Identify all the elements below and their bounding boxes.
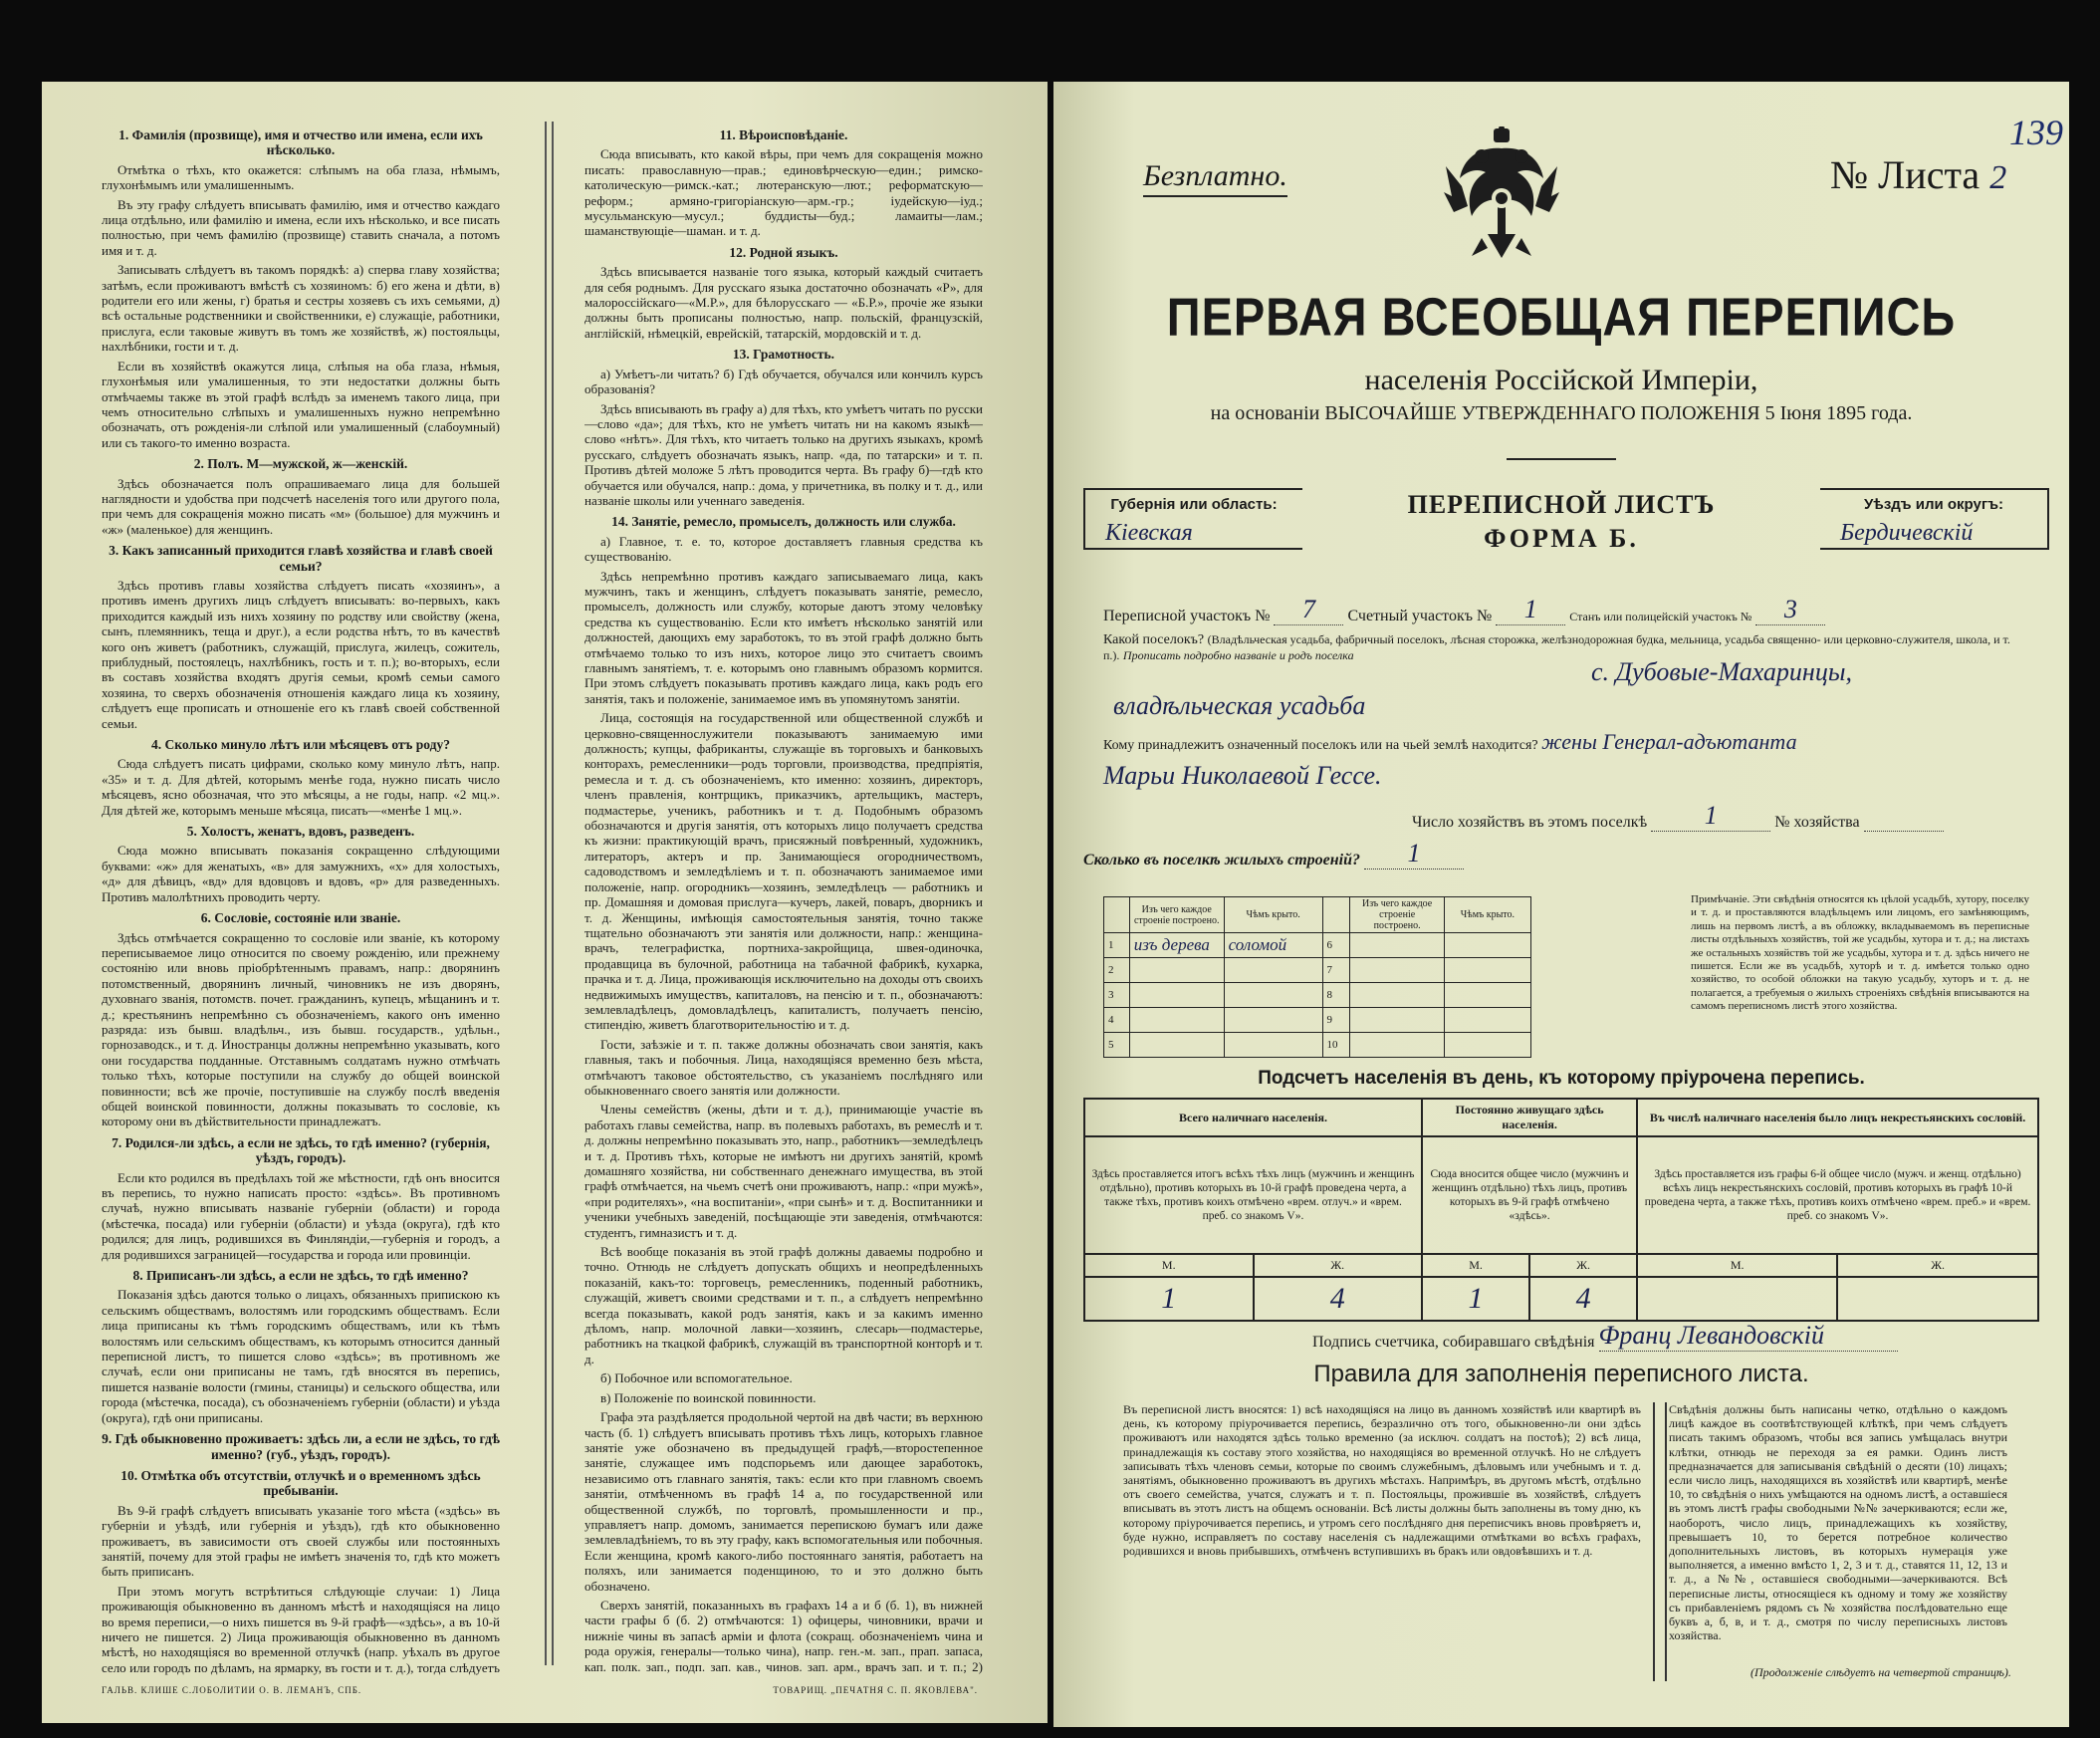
printer-credit-left: ГАЛЬВ. КЛИШЕ С.ЛОБОЛИТИИ О. В. ЛЕМАНЪ, СПБ. xyxy=(102,1685,362,1695)
paragraph: Здѣсь вписывають въ графу а) для тѣхъ, кто умѣетъ читать по русски—слово «да»; для тѣхъ, кто не умѣетъ читать ни на какомъ языкѣ—слово «нѣтъ». Для тѣхъ, кто читаетъ только на другихъ языкахъ, кромѣ русскаго, слѣдуетъ обозначать языкъ, напр. «да, по татарски» и т. п. Противъ дѣтей моложе 5 лѣтъ проводится черта. Въ графу б)—гдѣ кто обучается или обучался, напр.: дома, у причетника, въ полку и т. д., или названіе школы или ученнаго заведенія. xyxy=(584,400,983,508)
paragraph: Если въ хозяйствѣ окажутся лица, слѣпыя на оба глаза, нѣмыя, глухонѣмыя или умалишенныя, то эти недостатки должны быть отмѣчаемы также въ этой графѣ вслѣдъ за именемъ такого лица, при чемъ относительно слѣпыхъ и умалишенныхъ нужно непремѣнно обозначать, отъ рожденія-ли слѣпой или умалишенный (слабоумный) или съ такого-то именно возраста. xyxy=(102,358,500,450)
paragraph: Сюда вписывать, кто какой вѣры, при чемъ для сокращенія можно писать: православную—прав.; единовѣрческую—един.; римско-католическую—римск.-кат.; лютеранскую—лют.; реформатскую—реформ.; армяно-григоріанскую—арм.-гр.; іудейскую—іуд.; мусульманскую—мусул.; буддисты—буд.; ламаиты—лам.; шаманствующіе—шаман. и т. д. xyxy=(584,146,983,239)
paragraph: а) Главное, т. е. то, которое доставляетъ главныя средства къ существованію. xyxy=(584,533,983,565)
owner-value-1: жены Генерал-адъютанта xyxy=(1541,729,1797,754)
col-permanent-residents: Постоянно живущаго здѣсь населенія. xyxy=(1422,1099,1637,1136)
section-heading: 8. Приписанъ-ли здѣсь, а если не здѣсь, то гдѣ именно? xyxy=(132,1268,469,1284)
household-no-value xyxy=(1864,831,1944,832)
roof-cell: соломой xyxy=(1224,933,1322,958)
form-subtitle: ФОРМА Б. xyxy=(1484,524,1639,553)
count-value: 1 xyxy=(1496,595,1565,625)
female-header: Ж. xyxy=(1529,1254,1637,1277)
section-heading: 5. Холостъ, женатъ, вдовъ, разведенъ. xyxy=(186,824,415,840)
uezd-label: Уѣздъ или округъ: xyxy=(1863,496,2004,513)
female-header: Ж. xyxy=(1254,1254,1423,1277)
form-title: ПЕРЕПИСНОЙ ЛИСТЪ xyxy=(1407,490,1716,519)
buildings-note: Примѣчаніе. Эти свѣдѣнія относятся къ цѣлой усадьбѣ, хутору, поселку и т. д. и проставляются владѣльцемъ или лицомъ, его замѣняющимъ, лишь на первомъ листѣ, а въ обложку, вкладываемомъ въ переписные листы отдѣльныхъ хозяйствъ, той же усадьбы, хутора и т. д.; на листахъ же остальныхъ хозяйствъ той же усадьбы, хутора и т. д. здѣсь ничего не пишется. Если же въ усадьбѣ, хуторѣ и т. д. имѣется только одно хозяйство, то особой обложки на такую усадьбу, хуторъ и т. д. не полагается, а требуемыя о жилыхъ строеніяхъ свѣдѣнія вписываются на самомъ переписномъ листѣ этого хозяйства. xyxy=(1691,893,2029,1013)
total-female-value: 4 xyxy=(1254,1277,1423,1321)
col-roof-2: Чѣмъ крыто. xyxy=(1444,897,1530,933)
paragraph: Графа эта раздѣляется продольной чертой на двѣ части; въ верхнюю часть (б. 1) слѣдуетъ вписывать противъ тѣхъ лицъ, которыхъ главное занятіе уже обозначено въ предыдущей графѣ,—второстепенное занятіе, служащее имъ подспорьемъ или дающее заработокъ, независимо отъ главнаго занятія, такъ: если кто при главномъ своемъ занятіи, отмѣченномъ въ графѣ 14 а, по государственной или общественной службѣ, по торговлѣ, промышленности и пр., управляетъ напр. домомъ, занимается перепискою бумагъ или даже землевладѣніемъ, то въ эту графу, какъ вспомогательныя или побочныя. Если женщина, кромѣ какого-либо постояннаго занятія, работаетъ на поляхъ, или занимается поденщиною, то и это должно быть обозначено. xyxy=(584,1409,983,1594)
divider xyxy=(1507,458,1616,460)
stan-value: 3 xyxy=(1755,595,1825,625)
row-number: 5 xyxy=(1104,1033,1130,1058)
population-count-title: Подсчетъ населенія въ день, къ которому пріурочена перепись. xyxy=(1258,1068,1865,1089)
precinct-row xyxy=(1103,595,1825,625)
section-heading: 2. Полъ. М—мужской, ж—женскій. xyxy=(193,456,408,472)
paragraph: Если кто родился въ предѣлахъ той же мѣстности, гдѣ онъ вносится въ перепись, то нужно написать просто: «здѣсь». Въ противномъ случаѣ, нужно вписывать названіе губерніи (области) и города (мѣстечка, посада) или губерніи (области) и уѣзда (округа), гдѣ кто родился; для лицъ, родившихся въ Финляндіи,—губернія и городъ, а для родившихся заграницей—государства и города или провинціи. xyxy=(102,1169,500,1262)
col-non-peasants: Въ числѣ наличнаго населенія было лицъ некрестьянскихъ сословій. xyxy=(1637,1099,2038,1136)
permanent-female-value: 4 xyxy=(1529,1277,1637,1321)
population-table xyxy=(1083,1098,2039,1322)
owner-row xyxy=(1103,729,1797,755)
paragraph: При этомъ могутъ встрѣтиться слѣдующіе случаи: 1) Лица проживающія обыкновенно въ данномъ мѣстѣ и находящіяся на лицо во время переписи,—о нихъ пишется въ 9-й графѣ—«здѣсь», а въ 10-й ничего не пишется. 2) Лица проживающія обыкновенно въ данномъ мѣстѣ, но находящіяся во временной отлучкѣ (напр. уѣхалъ въ другое село или городъ по дѣламъ, на ярмарку, въ гости и т. д.), тогда слѣдуетъ xyxy=(102,1583,500,1675)
owner-q-label: Кому принадлежитъ означенный поселокъ или на чьей землѣ находится? xyxy=(1103,738,1538,753)
owner-row-2 xyxy=(1103,761,1382,791)
table-row xyxy=(1104,983,1531,1008)
non-peasant-male-value xyxy=(1637,1277,1837,1321)
paragraph: Здѣсь противъ главы хозяйства слѣдуетъ писать «хозяинъ», а противъ именъ другихъ лицъ слѣдуетъ вписывать: во-первыхъ, какъ приходится каждый изъ нихъ хозяину по родству или свойству (жена, сынъ, племянникъ, теща и друг.), а если родства нѣтъ, то въ качествѣ кого онъ живетъ (работникъ, служащій, прислуга, жилецъ, сожитель, приблудный, постоялецъ, нахлѣбникъ, гость и т. п.); во-вторыхъ, если въ составъ хозяйства входятъ другія семьи, кромѣ семьи самого хозяина, то сверхъ обозначенія отношенія каждаго лица къ хозяину, слѣдуетъ еще прописать и отношеніе его къ главѣ своей собственной семьи. xyxy=(102,577,500,731)
paragraph: Сюда можно вписывать показанія сокращенно слѣдующими буквами: «ж» для женатыхъ, «в» для замужнихъ, «х» для холостыхъ, «д» для дѣвицъ, «вд» для вдовцовъ и вдовъ, «р» для разведенныхъ. Противъ малолѣтнихъ проводить черту. xyxy=(102,843,500,904)
household-no-label: № хозяйства xyxy=(1774,814,1860,831)
paragraph: Лица, состоящія на государственной или общественной службѣ и церковно-священнослужители показываютъ занимаемую ими должность; купцы, фабриканты, служащіе въ торговыхъ и банковыхъ конторахъ, ремесленники—родъ торговли, производства, предпріятія, ремесла и т. д. съ обозначеніемъ, кто именно: хозяинъ, директоръ, членъ правленія, контрщикъ, приказчикъ, артельщикъ, мастеръ, подмастерье, ученикъ, работникъ и т. д. Подобнымъ образомъ обозначаются и другія занятія, отъ которыхъ лицо получаетъ средства къ жизни: практикующій врачъ, присяжный повѣренный, художникъ, литераторъ, актеръ и пр. Занимающіеся огородничествомъ, садоводствомъ и земледѣліемъ и т. п. обозначаютъ занимаемое ими положеніе, напр. огородникъ—хозяинъ, земледѣлецъ — работникъ и пр. Домашняя и домовая прислуга—кучеръ, лакей, поваръ, дворникъ и т. д. Женщины, имѣющія самостоятельныя занятія, точно также тщательно обозначаютъ эти занятія или должности, напр.: женщина-врачъ, телеграфистка, портниха-закройщица, швея-одиночка, продавщица въ булочной, работница на табачной фабрикѣ, кухарка, прачка и т. д. Лица, проживающія исключительно на доходы отъ своихъ недвижимыхъ имуществъ, капиталовъ, на пенсію и т. п., обозначаютъ: землевладѣлецъ, домовладѣлецъ, капиталистъ, получаетъ пенсію, стипендію, живетъ благотворительностію и т. д. xyxy=(584,710,983,1033)
settlement-value-line-1 xyxy=(1591,657,1852,687)
instructions-column-left xyxy=(102,122,500,1675)
uezd-value: Бердичевскій xyxy=(1840,520,1974,546)
section-heading: 9. Гдѣ обыкновенно проживаетъ: здѣсь ли, а если не здѣсь, то гдѣ именно? (губ., уѣздъ, городъ). xyxy=(102,1431,500,1462)
row-number: 10 xyxy=(1322,1033,1350,1058)
archive-folio-number: 139 xyxy=(2009,113,2063,152)
section-heading: 3. Какъ записанный приходится главѣ хозяйства и главѣ своей семьи? xyxy=(109,543,493,574)
settlement-value-2: владѣльческая усадьба xyxy=(1113,691,1366,720)
paragraph: Въ эту графу слѣдуетъ вписывать фамилію, имя и отчество каждаго лица отдѣльно, или фамилію и имена, если ихъ нѣсколько, и все писать полностью, при чемъ фамилію (прозвище) ставить сначала, а потомъ имя и т. д. xyxy=(102,196,500,258)
row-number: 2 xyxy=(1104,958,1130,983)
section-heading: 14. Занятіе, ремесло, промыселъ, должность или служба. xyxy=(611,514,956,530)
buildings-value: 1 xyxy=(1364,839,1464,869)
paragraph: в) Положеніе по воинской повинности. xyxy=(600,1389,817,1405)
rules-text-right: Свѣдѣнія должны быть написаны четко, отдѣльно о каждомъ лицѣ каждое въ соотвѣтствующей клѣткѣ, при чемъ слѣдуетъ писать такимъ образомъ, чтобы вся запись умѣщалась внутри клѣтки, отнюдь не переходя за ея рамки. Одинъ листъ предназначается для записыванія свѣдѣній о десяти (10) лицахъ; если число лицъ, находящихся въ хозяйствѣ или квартирѣ, менѣе 10, то свѣдѣнія о нихъ умѣщаются на одномъ листѣ, а оставшіеся въ этомъ листѣ графы свободными №№ зачеркиваются; если же, наоборотъ, число лицъ, принадлежащихъ къ хозяйству, превышаетъ 10, то берется потребное количество дополнительныхъ листовъ, въ которыхъ нумерація уже выполняется, а именно вмѣсто 1, 2, 3 и т. д., ставятся 11, 12, 13 и т. д., а №№, оставшіеся свободными—зачеркиваются. Всѣ переписные листы, относящіеся къ одному и тому же хозяйству съ прибавленіемъ рядомъ съ № хозяйства послѣдовательно еще буквъ а, б, в, и т. д., смотря по числу переписныхъ листовъ хозяйства. xyxy=(1669,1402,2007,1643)
paragraph: Здѣсь вписывается названіе того языка, который каждый считаетъ для себя роднымъ. Для русскаго языка достаточно обозначать «Р», для малороссійскаго—«М.Р.», для бѣлорусскаго — «Б.Р.», прочіе же языки должны быть прописаны полностью, напр. польскій, французскій, англійскій, нѣмецкій, еврейскій, татарскій, мордовскій и т. д. xyxy=(584,264,983,341)
province-value: Кіевская xyxy=(1105,520,1193,546)
column-divider xyxy=(1665,1402,1667,1681)
left-page xyxy=(42,82,1048,1723)
precinct-value: 7 xyxy=(1274,595,1343,625)
section-heading: 13. Грамотность. xyxy=(732,347,835,363)
signature-label: Подпись счетчика, собиравшаго свѣдѣнія xyxy=(1312,1334,1595,1351)
paragraph: Члены семействъ (жены, дѣти и т. д.), принимающіе участіе въ работахъ главы семейства, напр. въ полевыхъ работахъ, въ ремеслѣ и т. д. должны непремѣнно показывать это, напр., работникъ—земледѣлецъ и т. д. Противъ тѣхъ, которые не имѣютъ ни другихъ занятій, кромѣ домашняго хозяйства, ни собственнаго денежнаго имущества, въ этой графѣ отмѣчается, на чьемъ счетѣ они проживаютъ, напр.: «при мужѣ», «при родителяхъ», «на воспитаніи», «при сынѣ» и т. д. Воспитанники и ученики учебныхъ заведеній, посѣщающіе эти заведенія, отмѣчаются: студентъ, гимназистъ и т. д. xyxy=(584,1102,983,1240)
sheet-number-label: № Листа xyxy=(1830,152,1981,197)
households-value: 1 xyxy=(1651,801,1770,832)
paragraph: Всѣ вообще показанія въ этой графѣ должны даваемы подробно и точно. Отнюдь не слѣдуетъ допускать общихъ и неопредѣленныхъ показаній, какъ-то: торговецъ, ремесленникъ, поденный работникъ, служащій, живетъ своими средствами и т. п., а слѣдуетъ непремѣнно всегда показывать, какой родъ занятія, какъ и за какимъ именно дѣломъ, напр. молочной лавки—хозяинъ, слесарь—подмастерье, работникъ на ткацкой фабрикѣ, служащій въ транспортной конторѣ и т. д. xyxy=(584,1244,983,1366)
stan-label: Станъ или полицейскій участокъ № xyxy=(1569,610,1752,623)
paragraph: Здѣсь обозначается полъ опрашиваемаго лица для большей наглядности и удобства при подсчетѣ населенія того или другого пола, при чемъ для сокращенія можно писать «м» (большое) для мужчинъ и «ж» (маленькое) для женщинъ. xyxy=(102,475,500,537)
settlement-value-1: с. Дубовые-Махаринцы, xyxy=(1591,657,1852,686)
section-heading: 11. Вѣроисповѣданіе. xyxy=(719,127,848,142)
col-material: Изъ чего каждое строеніе построено. xyxy=(1129,897,1224,933)
households-row xyxy=(1412,801,1944,832)
legal-basis-line: на основаніи ВЫСОЧАЙШЕ УТВЕРЖДЕННАГО ПОЛОЖЕНІЯ 5 Іюня 1895 года. xyxy=(1210,402,1913,424)
settlement-hint: (Владѣльческая усадьба, фабричный поселокъ, лѣсная сторожка, желѣзнодорожная будка, мельница, усадьба священно- или церковно-служителя, школа, и т. п.). xyxy=(1103,632,2010,662)
page-title: ПЕРВАЯ ВСЕОБЩАЯ ПЕРЕПИСЬ xyxy=(1166,286,1957,347)
male-header: М. xyxy=(1422,1254,1529,1277)
section-heading: 7. Родился-ли здѣсь, а если не здѣсь, то гдѣ именно? (губернія, уѣздъ, городъ). xyxy=(112,1134,490,1166)
row-number: 1 xyxy=(1104,933,1130,958)
households-label: Число хозяйствъ въ этомъ поселкѣ xyxy=(1412,814,1648,831)
sheet-number-value: 2 xyxy=(1989,159,2007,196)
province-label: Губернія или область: xyxy=(1110,496,1278,513)
buildings-label: Сколько въ поселкѣ жилыхъ строеній? xyxy=(1083,852,1360,869)
column-divider xyxy=(545,122,547,1665)
paragraph: Сверхъ занятій, показанныхъ въ графахъ 14 а и б (б. 1), въ нижней части графы б (б. 2) отмѣчаются: 1) офицеры, чиновники, врачи и нижніе чины въ запасѣ арміи и флота (сокращ. обозначеніемъ чина и рода оружія, генералы—только чина), напр. ген.-м. зап., прап. запаса, кап. полк. зап., подп. зап. кав., чинов. зап. арм., врачъ зап. и т. п.; 2) xyxy=(584,1597,983,1674)
rules-text-left: Въ переписной листъ вносятся: 1) всѣ находящіяся на лицо въ данномъ хозяйствѣ или квартирѣ въ день, къ которому пріурочивается перепись, безразлично отъ того, обыкновенно-ли они здѣсь проживаютъ или находятся здѣсь только временно (за исключ. солдатъ на постоѣ); 2) всѣ лица, принадлежащія къ составу этого хозяйства, но находящіяся во временной отлучкѣ. Но не слѣдуетъ записывать тѣхъ членовъ семьи, которые по своимъ служебнымъ, дѣловымъ или учебнымъ и т. д. занятіямъ, обыкновенно проживаютъ въ другихъ мѣстахъ. Напримѣръ, въ другомъ мѣстѣ, отдѣльно отъ своего семейства, учатся, служатъ и т. п. Постояльцы, прожившіе въ хозяйствѣ, слѣдуетъ вписывать въ этотъ листъ на общемъ основаніи. Всѣ листы должны быть заполнены въ тому дню, къ которому пріурочивается перепись, и утромъ сего послѣдняго дня переписчикъ вновь провѣряетъ и, буде нужно, исправляетъ по составу населенія съ надлежащими отмѣтками во всѣхъ графахъ, родившихся и вновь прибывшихъ, отмѣченъ вступившихъ въ бракъ или овдовѣвшихъ и т. д. xyxy=(1123,1402,1641,1559)
owner-value-2: Марьи Николаевой Гессе. xyxy=(1103,761,1382,790)
enumerator-signature-row xyxy=(1312,1321,1898,1352)
male-header: М. xyxy=(1637,1254,1837,1277)
paragraph: Въ 9-й графѣ слѣдуетъ вписывать указаніе того мѣста («здѣсь» въ губерніи и уѣздѣ, или губернія и уѣздъ), гдѣ кто обыкновенно проживаетъ, въ зависимости отъ своей службы или постоянныхъ занятій, почему для этой графы не имѣетъ значенія то, гдѣ кто можетъ быть приписанъ. xyxy=(102,1502,500,1580)
paragraph: Здѣсь непремѣнно противъ каждаго записываемаго лица, какъ мужчинъ, такъ и женщинъ, слѣдуетъ показывать занятіе, ремесло, промыселъ, должность или службу, которые даютъ этому человѣку средства къ существованію. Если кто имѣетъ нѣсколько занятій или должностей, дающихъ ему заработокъ, то въ этой графѣ должно быть отмѣчаемо только то изъ нихъ, которое лицо это считаетъ своимъ главнымъ занятіемъ, т. е. которымъ оно главнымъ образомъ кормится. При этомъ слѣдуетъ показывать противъ каждаго лица, какъ родъ его занятія, такъ и положеніе, занимаемое имъ въ упомянутомъ занятіи. xyxy=(584,568,983,706)
settlement-value-line-2 xyxy=(1113,691,1365,721)
permanent-male-value: 1 xyxy=(1422,1277,1529,1321)
paragraph: Показанія здѣсь даются только о лицахъ, обязанныхъ припискою къ сельскимъ обществамъ, волостямъ или городскимъ обществамъ. Если лица приписаны къ тѣмъ городскимъ обществамъ, или къ тѣмъ волостямъ или сельскимъ обществамъ, къ которымъ относится данный переписной листъ, то пишется слово «здѣсь»; въ противномъ же случаѣ, если они приписаны не тамъ, гдѣ вносятся въ перепись, пишется названіе волости (гмины, станицы) и сельского общества, или города (мѣстечка, посада), съ обозначеніемъ губерніи (области) и уѣзда (округа), гдѣ они приписаны. xyxy=(102,1287,500,1425)
instructions-column-right xyxy=(584,122,983,1675)
col-total-present: Всего наличнаго населенія. xyxy=(1084,1099,1422,1136)
count-label: Счетный участокъ № xyxy=(1347,608,1493,624)
row-number: 9 xyxy=(1322,1008,1350,1033)
row-number: 7 xyxy=(1322,958,1350,983)
settlement-question xyxy=(1103,632,2029,664)
male-header: М. xyxy=(1084,1254,1254,1277)
section-heading: 12. Родной языкъ. xyxy=(729,244,838,260)
non-peasants-desc: Здѣсь проставляется изъ графы 6-й общее число (мужч. и женщ. отдѣльно) всѣхъ лицъ некрестьянскихъ сословій, противъ которыхъ въ графѣ 10-й проведена черта, а также тѣхъ, противъ коихъ отмѣчено «врем. преб.» и «врем. преб. со знакомъ V». xyxy=(1637,1136,2038,1254)
section-heading: 4. Сколько минуло лѣтъ или мѣсяцевъ отъ роду? xyxy=(151,737,450,753)
printer-credit-right: ТОВАРИЩ. „ПЕЧАТНЯ С. П. ЯКОВЛЕВА". xyxy=(773,1685,978,1695)
material-cell: изъ дерева xyxy=(1129,933,1224,958)
free-label: Безплатно. xyxy=(1143,159,1287,192)
row-number: 4 xyxy=(1104,1008,1130,1033)
paragraph: а) Умѣетъ-ли читать? б) Гдѣ обучается, обучался или кончилъ курсъ образованія? xyxy=(584,366,983,397)
permanent-desc: Сюда вносится общее число (мужчинъ и женщинъ отдѣльно) тѣхъ лицъ, противъ которыхъ въ 9-й графѣ отмѣчено «здѣсь». xyxy=(1422,1136,1637,1254)
page-subtitle: населенія Россійской Имперіи, xyxy=(1364,364,1758,396)
female-header: Ж. xyxy=(1837,1254,2038,1277)
col-material-2: Изъ чего каждое строеніе построено. xyxy=(1350,897,1444,933)
signature-value: Франц Левандовскій xyxy=(1599,1321,1898,1352)
section-heading: 6. Сословіе, состояніе или званіе. xyxy=(200,910,401,926)
paragraph: Гости, заѣзжіе и т. п. также должны обозначать свои занятія, какъ главныя, такъ и побочныя. Лица, находящіяся временно безъ мѣста, отмѣчаютъ таковое обстоятельство, съ указаніемъ послѣдняго или обыкновеннаго своего занятія или должности. xyxy=(584,1036,983,1098)
double-headed-eagle-emblem-icon xyxy=(1442,126,1561,266)
table-row xyxy=(1104,1033,1531,1058)
table-row xyxy=(1104,1008,1531,1033)
section-heading: 1. Фамилія (прозвище), имя и отчество или имена, если ихъ нѣсколько. xyxy=(118,127,483,158)
row-number: 3 xyxy=(1104,983,1130,1008)
continuation-note: (Продолженіе слѣдуетъ на четвертой страницѣ). xyxy=(1750,1665,2011,1679)
buildings-row xyxy=(1083,839,1464,869)
total-male-value: 1 xyxy=(1084,1277,1254,1321)
column-divider xyxy=(552,122,554,1665)
paragraph: Здѣсь отмѣчается сокращенно то сословіе или званіе, къ которому переписываемое лицо относится по своему рожденію, или прежнему состоянію или вновь пріобрѣтеннымъ правамъ, напр.: дворянинъ потомственный, дворянинъ личный, чиновникъ не изъ дворянъ, духовнаго званія, потомств. почет. гражданинъ, купецъ, мѣщанинъ и т. д.; крестьянинъ непремѣнно съ обозначеніемъ, какого онъ именно разряда: изъ бывш. владѣльч., изъ бывш. государств., удѣльн., горнозаводск., и т. д. Иностранцы должны непремѣнно указывать, кого они государства подданные. Отставнымъ солдатамъ нужно отмѣчать только тѣхъ, которые поступили на службу до общей воинской повинности; всѣ же прочіе, поступившіе на службу послѣ введенія общей воинской повинности, должны показывать то сословіе, къ которому они въ дѣйствительности принадлежатъ. xyxy=(102,929,500,1129)
column-divider xyxy=(1653,1402,1655,1681)
row-number: 8 xyxy=(1322,983,1350,1008)
paragraph: Сюда слѣдуетъ писать цифрами, сколько кому минуло лѣтъ, напр. «35» и т. д. Для дѣтей, которымъ менѣе года, нужно писать число мѣсяцевъ, ясно обозначая, что это мѣсяцы, а не годы, напр. «2 мц.». Для дѣтей же, которымъ меньше мѣсяца, писать—«менѣе 1 мц.». xyxy=(102,756,500,818)
paragraph: Отмѣтка о тѣхъ, кто окажется: слѣпымъ на оба глаза, нѣмымъ, глухонѣмымъ или умалишеннымъ. xyxy=(102,161,500,193)
rules-title: Правила для заполненія переписного листа. xyxy=(1313,1361,1809,1387)
table-row xyxy=(1104,958,1531,983)
paragraph: б) Побочное или вспомогательное. xyxy=(600,1370,793,1386)
row-number: 6 xyxy=(1322,933,1350,958)
total-present-desc: Здѣсь проставляется итогъ всѣхъ тѣхъ лицъ (мужчинъ и женщинъ отдѣльно), противъ которыхъ въ 10-й графѣ проведена черта, а также тѣхъ, противъ коихъ отмѣчено «врем. отлуч.» и «врем. преб. со знакомъ V». xyxy=(1084,1136,1422,1254)
sheet-number xyxy=(1830,151,2006,198)
buildings-table xyxy=(1103,896,1531,1058)
right-page xyxy=(1053,82,2069,1727)
settlement-q-label: Какой поселокъ? xyxy=(1103,632,1205,647)
precinct-label: Переписной участокъ № xyxy=(1103,608,1271,624)
col-roof: Чѣмъ крыто. xyxy=(1224,897,1322,933)
paragraph: Записывать слѣдуетъ въ такомъ порядкѣ: а) сперва главу хозяйства; затѣмъ, если проживаютъ вмѣстѣ съ хозяиномъ: б) его жена и дѣти, в) родители его или жены, г) братья и сестры хозяевъ съ ихъ семьями, д) всѣ остальные родственники и свойственники, е) служащіе, работники, прислуга, если таковые живутъ въ томъ же хозяйствѣ, ж) постояльцы, нахлѣбники, гости и т. д. xyxy=(102,262,500,355)
settlement-hint-detail: Прописать подробно названіе и родъ поселка xyxy=(1122,648,1354,662)
table-row xyxy=(1104,933,1531,958)
section-heading: 10. Отмѣтка объ отсутствіи, отлучкѣ и о временномъ здѣсь пребываніи. xyxy=(120,1467,481,1499)
non-peasant-female-value xyxy=(1837,1277,2038,1321)
